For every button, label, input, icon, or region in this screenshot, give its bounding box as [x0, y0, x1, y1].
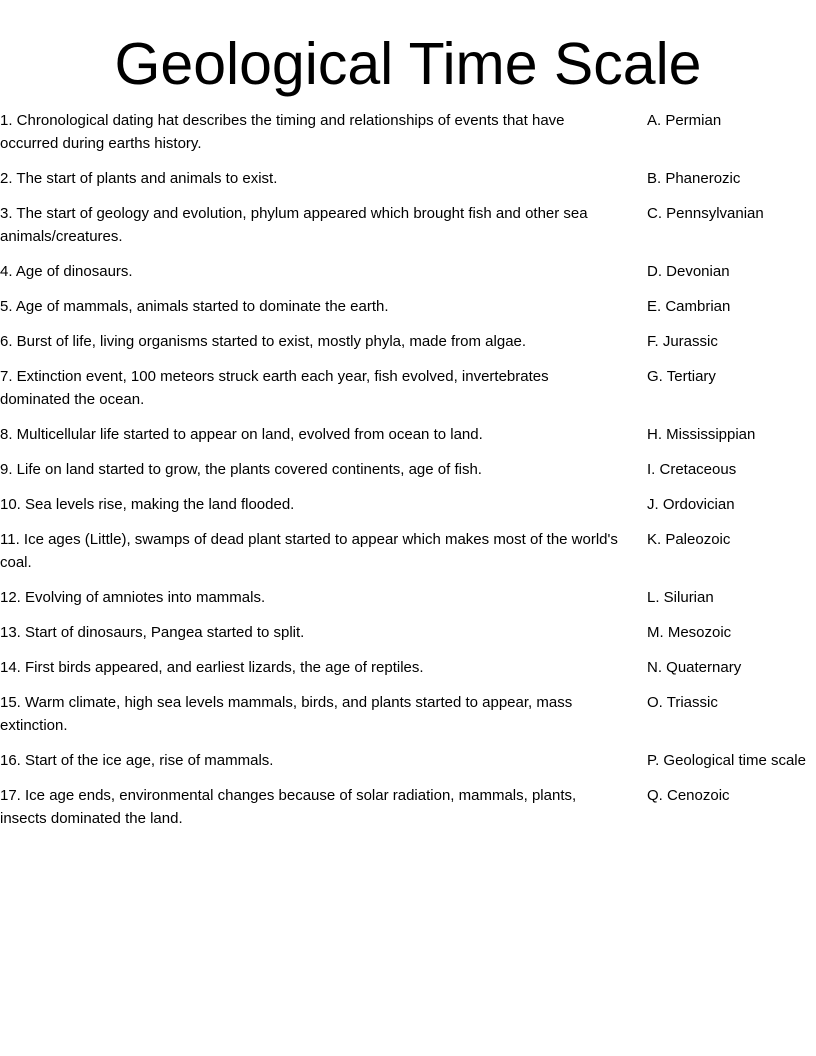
answer-option: N. Quaternary [647, 659, 742, 676]
answer-option: K. Paleozoic [647, 531, 731, 548]
question-text: 8. Multicellular life started to appear on land, evolved from ocean to land. [0, 426, 483, 443]
answer-option: A. Permian [647, 112, 722, 129]
question-text: 17. Ice age ends, environmental changes because of solar radiation, mammals, plants, insects dominated the land. [0, 787, 577, 827]
question-text: 14. First birds appeared, and earliest lizards, the age of reptiles. [0, 659, 424, 676]
matching-row [0, 167, 816, 190]
answer-option: E. Cambrian [647, 298, 731, 315]
question-text: 4. Age of dinosaurs. [0, 263, 133, 280]
question-text: 5. Age of mammals, animals started to dominate the earth. [0, 298, 389, 315]
answer-option: Q. Cenozoic [647, 787, 730, 804]
question-text: 11. Ice ages (Little), swamps of dead plant started to appear which makes most of the world's coal. [0, 531, 618, 571]
answer-option: L. Silurian [647, 589, 714, 606]
matching-row [0, 656, 816, 679]
question-text: 12. Evolving of amniotes into mammals. [0, 589, 266, 606]
question-text: 1. Chronological dating hat describes the timing and relationships of events that have occurred during earths history. [0, 112, 565, 152]
matching-row [0, 365, 816, 411]
matching-row [0, 295, 816, 318]
answer-option: O. Triassic [647, 694, 718, 711]
matching-row [0, 458, 816, 481]
matching-row [0, 109, 816, 155]
matching-row [0, 784, 816, 830]
answer-option: B. Phanerozic [647, 170, 741, 187]
question-text: 16. Start of the ice age, rise of mammals. [0, 752, 274, 769]
answer-option: J. Ordovician [647, 496, 735, 513]
matching-row [0, 691, 816, 737]
matching-row [0, 586, 816, 609]
question-text: 7. Extinction event, 100 meteors struck earth each year, fish evolved, invertebrates dominated the ocean. [0, 368, 549, 408]
question-text: 2. The start of plants and animals to exist. [0, 170, 278, 187]
question-text: 13. Start of dinosaurs, Pangea started to split. [0, 624, 305, 641]
matching-row [0, 528, 816, 574]
answer-option: I. Cretaceous [647, 461, 737, 478]
answer-option: D. Devonian [647, 263, 730, 280]
question-text: 3. The start of geology and evolution, phylum appeared which brought fish and other sea animals/creatures. [0, 205, 588, 245]
answer-option: F. Jurassic [647, 333, 718, 350]
answer-option: C. Pennsylvanian [647, 205, 764, 222]
question-text: 9. Life on land started to grow, the plants covered continents, age of fish. [0, 461, 482, 478]
page-title: Geological Time Scale [114, 31, 702, 97]
matching-row [0, 621, 816, 644]
matching-row [0, 330, 816, 353]
matching-row [0, 749, 816, 772]
question-text: 10. Sea levels rise, making the land flooded. [0, 496, 295, 513]
matching-row [0, 260, 816, 283]
matching-row [0, 202, 816, 248]
answer-option: G. Tertiary [647, 368, 716, 385]
matching-row [0, 423, 816, 446]
answer-option: H. Mississippian [647, 426, 756, 443]
answer-option: M. Mesozoic [647, 624, 732, 641]
question-text: 6. Burst of life, living organisms started to exist, mostly phyla, made from algae. [0, 333, 527, 350]
matching-row [0, 493, 816, 516]
question-text: 15. Warm climate, high sea levels mammals, birds, and plants started to appear, mass extinction. [0, 694, 573, 734]
answer-option: P. Geological time scale [647, 752, 806, 769]
matching-worksheet [0, 109, 816, 842]
